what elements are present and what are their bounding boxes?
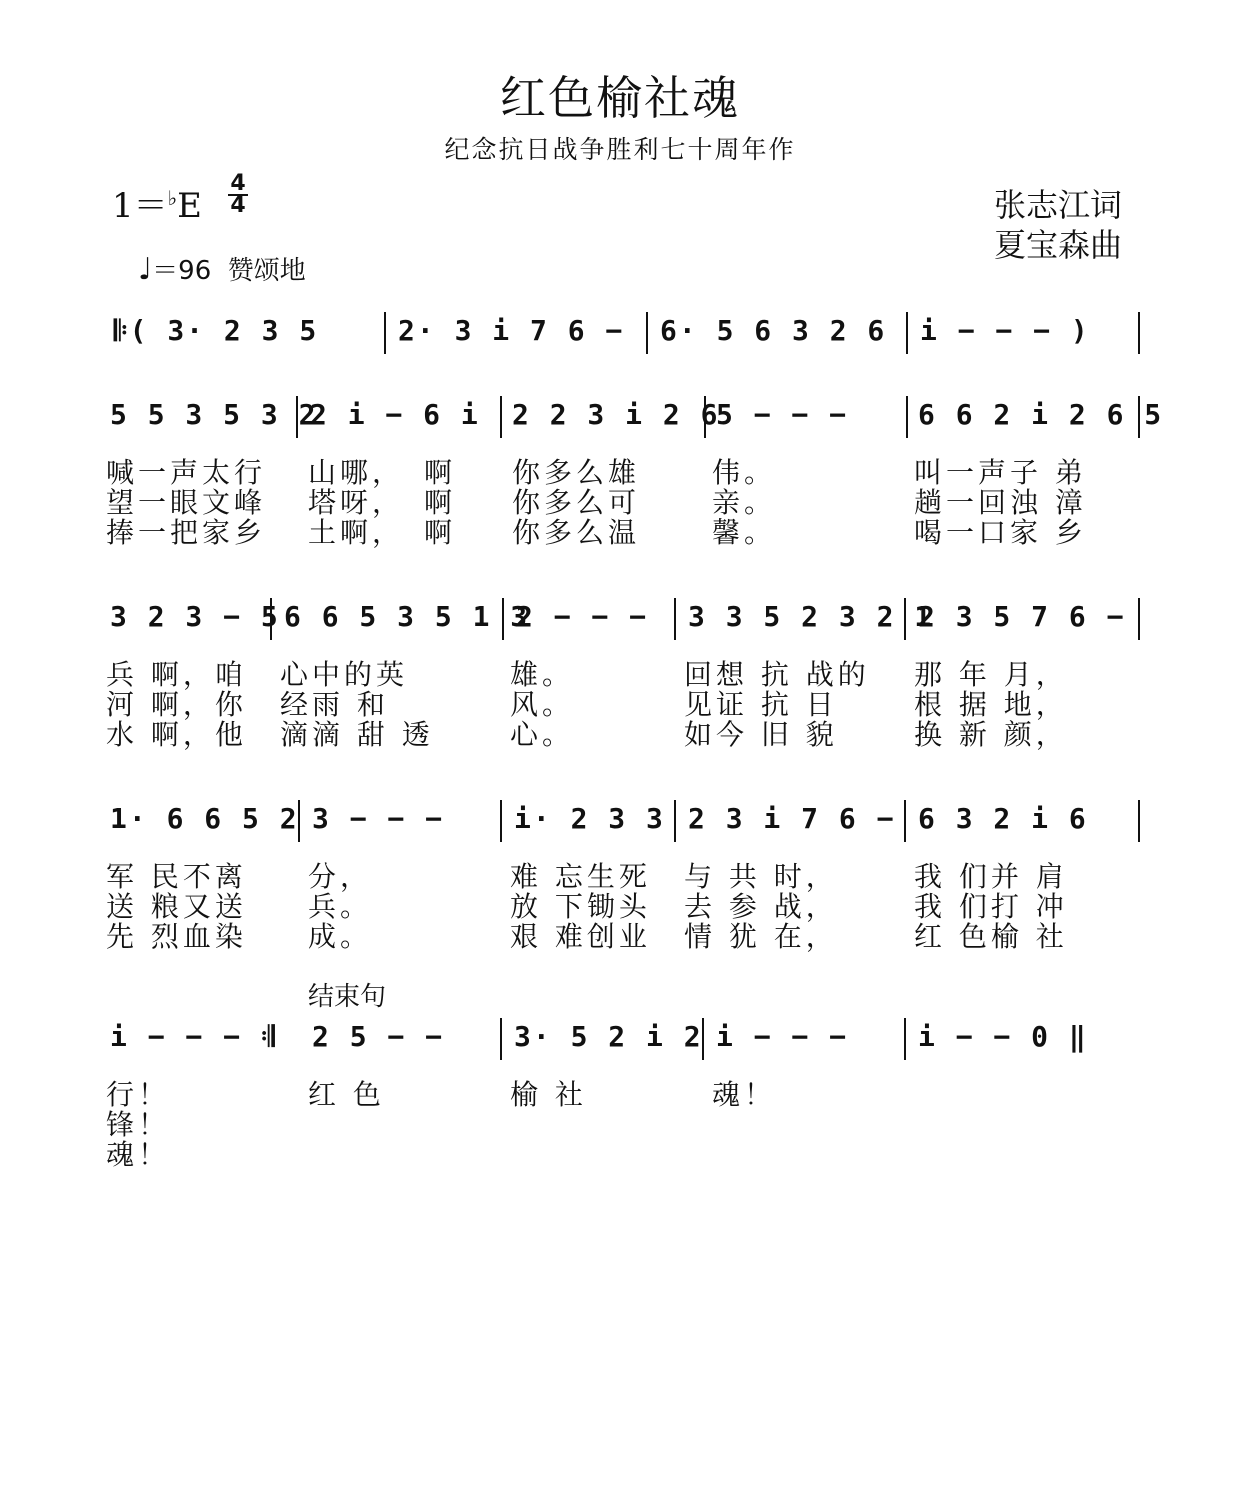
lyric: 放 下锄头 bbox=[510, 890, 651, 923]
quarter-note-icon: ♩ bbox=[138, 252, 153, 287]
measure: 3 3 5 2 3 2 1 bbox=[688, 600, 934, 633]
lyric: 与 共 时， bbox=[684, 860, 838, 893]
lyric: 红 色 bbox=[308, 1078, 385, 1111]
system-5 bbox=[0, 1018, 1240, 1064]
lyric: 榆 社 bbox=[510, 1078, 587, 1111]
lyric: 换 新 颜， bbox=[914, 718, 1068, 751]
lyric: 心中的英 bbox=[280, 658, 409, 691]
measure: 2 3 i 7 6 − bbox=[688, 802, 896, 835]
time-signature bbox=[228, 171, 248, 218]
measure: i − − − 𝄇 bbox=[110, 1020, 277, 1053]
measure: 6 6 2 i 2 6 5 bbox=[918, 398, 1164, 431]
lyric: 捧一把家乡 bbox=[106, 516, 267, 549]
lyric: 魂！ bbox=[106, 1138, 171, 1171]
measure: 2· 3 i 7 6 − bbox=[398, 314, 625, 347]
lyric: 趟一回浊 漳 bbox=[914, 486, 1087, 519]
measure: i − − − bbox=[716, 1020, 849, 1053]
lyric: 你多么可 bbox=[512, 486, 641, 519]
lyric: 山哪， bbox=[308, 456, 405, 489]
lyric: 兵。 bbox=[308, 890, 373, 923]
lyric: 喝一口家 乡 bbox=[914, 516, 1087, 549]
system-3 bbox=[0, 598, 1240, 644]
tempo-value: ＝96 bbox=[152, 256, 212, 286]
lyric: 我 们并 肩 bbox=[914, 860, 1068, 893]
key-note: E bbox=[177, 186, 202, 226]
measure: 2 5 − − bbox=[312, 1020, 445, 1053]
lyric: 心。 bbox=[510, 718, 575, 751]
lyric: 喊一声太行 bbox=[106, 456, 267, 489]
lyric: 先 烈血染 bbox=[106, 920, 247, 953]
lyric: 伟。 bbox=[712, 456, 777, 489]
lyric: 红 色榆 社 bbox=[914, 920, 1068, 953]
lyric: 那 年 月， bbox=[914, 658, 1068, 691]
measure: 2 − − − bbox=[516, 600, 649, 633]
lyric: 兵 啊，咱 bbox=[106, 658, 247, 691]
lyric: 如今 旧 貌 bbox=[684, 718, 838, 751]
lyric: 啊 bbox=[424, 516, 457, 549]
measure: 2 2 3 i 2 6 bbox=[512, 398, 720, 431]
measure: 2 i − 6 i bbox=[310, 398, 480, 431]
measure: 1· 6 6 5 2 bbox=[110, 802, 299, 835]
lyric: 锋！ bbox=[106, 1108, 171, 1141]
flat-icon: ♭ bbox=[167, 186, 178, 210]
lyric: 啊 bbox=[424, 486, 457, 519]
lyricist-credit: 张志江词 bbox=[993, 186, 1122, 224]
lyric: 你多么温 bbox=[512, 516, 641, 549]
ending-label: 结束句 bbox=[308, 982, 387, 1012]
measure: 𝄆( 3· 2 3 5 bbox=[114, 314, 319, 347]
system-4 bbox=[0, 800, 1240, 846]
lyric: 滴滴 甜 透 bbox=[280, 718, 434, 751]
lyric: 望一眼文峰 bbox=[106, 486, 267, 519]
lyric: 啊 bbox=[424, 456, 457, 489]
measure: i − − − ) bbox=[920, 314, 1090, 347]
measure: 5 5 3 5 3 2 bbox=[110, 398, 318, 431]
measure: 2 3 5 7 6 − bbox=[918, 600, 1126, 633]
lyric: 水 啊，他 bbox=[106, 718, 247, 751]
lyric: 叫一声子 弟 bbox=[914, 456, 1087, 489]
key-prefix: 1＝ bbox=[112, 186, 168, 226]
lyric: 见证 抗 日 bbox=[684, 688, 838, 721]
measure: 3 2 3 − 5 bbox=[110, 600, 280, 633]
lyric: 土啊， bbox=[308, 516, 405, 549]
lyric: 回想 抗 战的 bbox=[684, 658, 870, 691]
lyric: 分， bbox=[308, 860, 373, 893]
tempo-marking bbox=[138, 250, 306, 287]
song-title: 红色榆社魂 bbox=[500, 71, 740, 125]
lyric: 军 民不离 bbox=[106, 860, 247, 893]
measure: 3· 5 2 i 2 bbox=[514, 1020, 703, 1053]
lyric: 河 啊，你 bbox=[106, 688, 247, 721]
measure: 5 − − − bbox=[716, 398, 849, 431]
lyric: 雄。 bbox=[510, 658, 575, 691]
time-top: 4 bbox=[230, 171, 246, 196]
key-signature bbox=[112, 178, 202, 227]
lyric: 我 们打 冲 bbox=[914, 890, 1068, 923]
lyric: 风。 bbox=[510, 688, 575, 721]
time-bottom: 4 bbox=[230, 193, 246, 218]
measure: i· 2 3 3 bbox=[514, 802, 665, 835]
expression-mark: 赞颂地 bbox=[227, 256, 306, 286]
lyric: 塔呀， bbox=[308, 486, 405, 519]
measure: 6 3 2 i 6 bbox=[918, 802, 1088, 835]
lyric: 送 粮又送 bbox=[106, 890, 247, 923]
lyric: 亲。 bbox=[712, 486, 777, 519]
composer-credit: 夏宝森曲 bbox=[993, 226, 1122, 264]
lyric: 艰 难创业 bbox=[510, 920, 651, 953]
lyric: 去 参 战， bbox=[684, 890, 838, 923]
measure: 6 6 5 3 5 1 3 bbox=[284, 600, 530, 633]
lyric: 经雨 和 bbox=[280, 688, 389, 721]
lyric: 根 据 地， bbox=[914, 688, 1068, 721]
lyric: 馨。 bbox=[712, 516, 777, 549]
lyric: 魂！ bbox=[712, 1078, 777, 1111]
lyric: 你多么雄 bbox=[512, 456, 641, 489]
measure: 3 − − − bbox=[312, 802, 445, 835]
lyric: 行！ bbox=[106, 1078, 171, 1111]
lyric: 情 犹 在， bbox=[684, 920, 838, 953]
measure: 6· 5 6 3 2 6 bbox=[660, 314, 887, 347]
system-2 bbox=[0, 396, 1240, 442]
song-subtitle: 纪念抗日战争胜利七十周年作 bbox=[444, 135, 796, 164]
lyric: 难 忘生死 bbox=[510, 860, 651, 893]
lyric: 成。 bbox=[308, 920, 373, 953]
measure: i − − 0 ‖ bbox=[918, 1020, 1088, 1053]
system-1 bbox=[0, 312, 1240, 358]
